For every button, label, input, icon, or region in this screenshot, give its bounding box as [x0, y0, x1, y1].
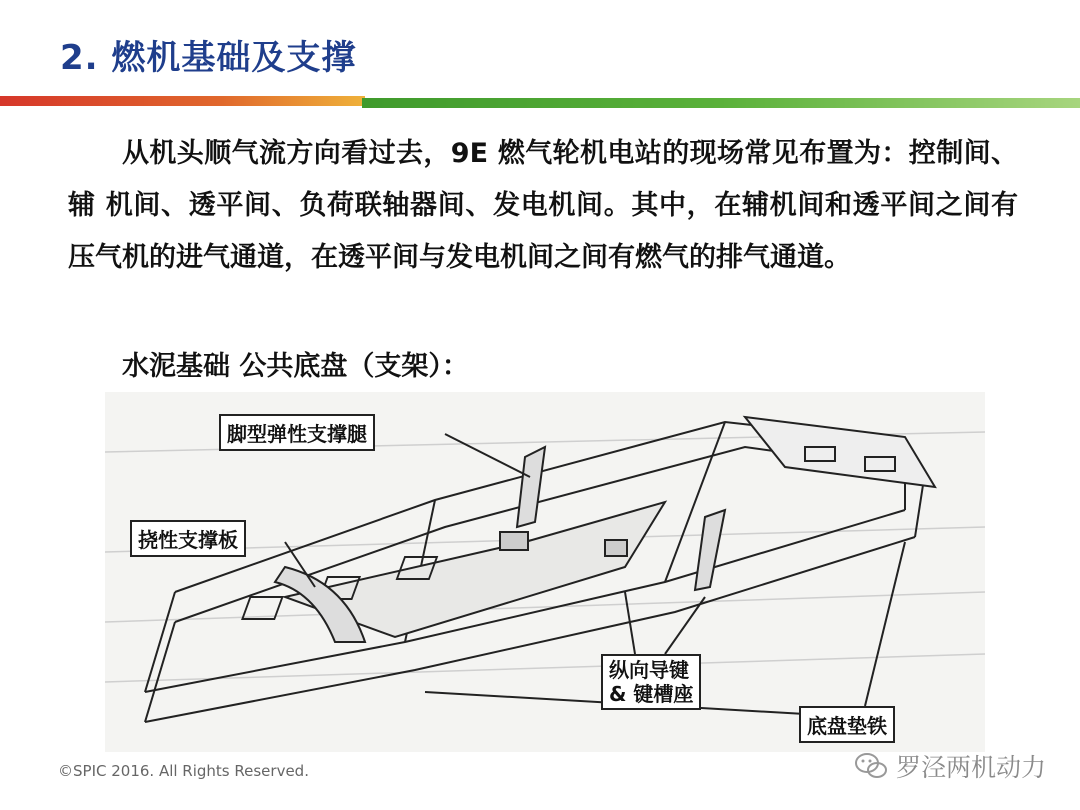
title-divider-bar: [0, 96, 1080, 114]
divider-red-segment: [0, 96, 365, 106]
sub-heading: 水泥基础 公共底盘（支架）：: [122, 351, 469, 382]
label-guide-key-line1: 纵向导键: [609, 658, 689, 682]
label-guide-key-line2: & 键槽座: [609, 682, 694, 706]
label-base-shim: 底盘垫铁: [799, 706, 895, 743]
slide-title: 2. 燃机基础及支撑: [60, 38, 357, 78]
label-guide-key: [601, 654, 701, 710]
body-paragraph: 从机头顺气流方向看过去，9E 燃气轮机电站的现场常见布置为：控制间、辅 机间、透平间、负荷联轴器间、发电机间。其中，在辅机间和透平间之间有压气机的进气通道，在透平间与发电机间之间有燃气的排气通道。: [68, 138, 1018, 273]
label-flex-support-plate: 挠性支撑板: [130, 520, 246, 557]
watermark: [854, 748, 1046, 784]
divider-green-segment: [362, 98, 1080, 108]
base-frame-figure: [105, 392, 985, 752]
watermark-text: 罗泾两机动力: [895, 753, 1046, 782]
label-elastic-support-leg: 脚型弹性支撑腿: [219, 414, 375, 451]
wechat-icon: [854, 751, 888, 781]
copyright-footer: ©SPIC 2016. All Rights Reserved.: [58, 762, 309, 780]
